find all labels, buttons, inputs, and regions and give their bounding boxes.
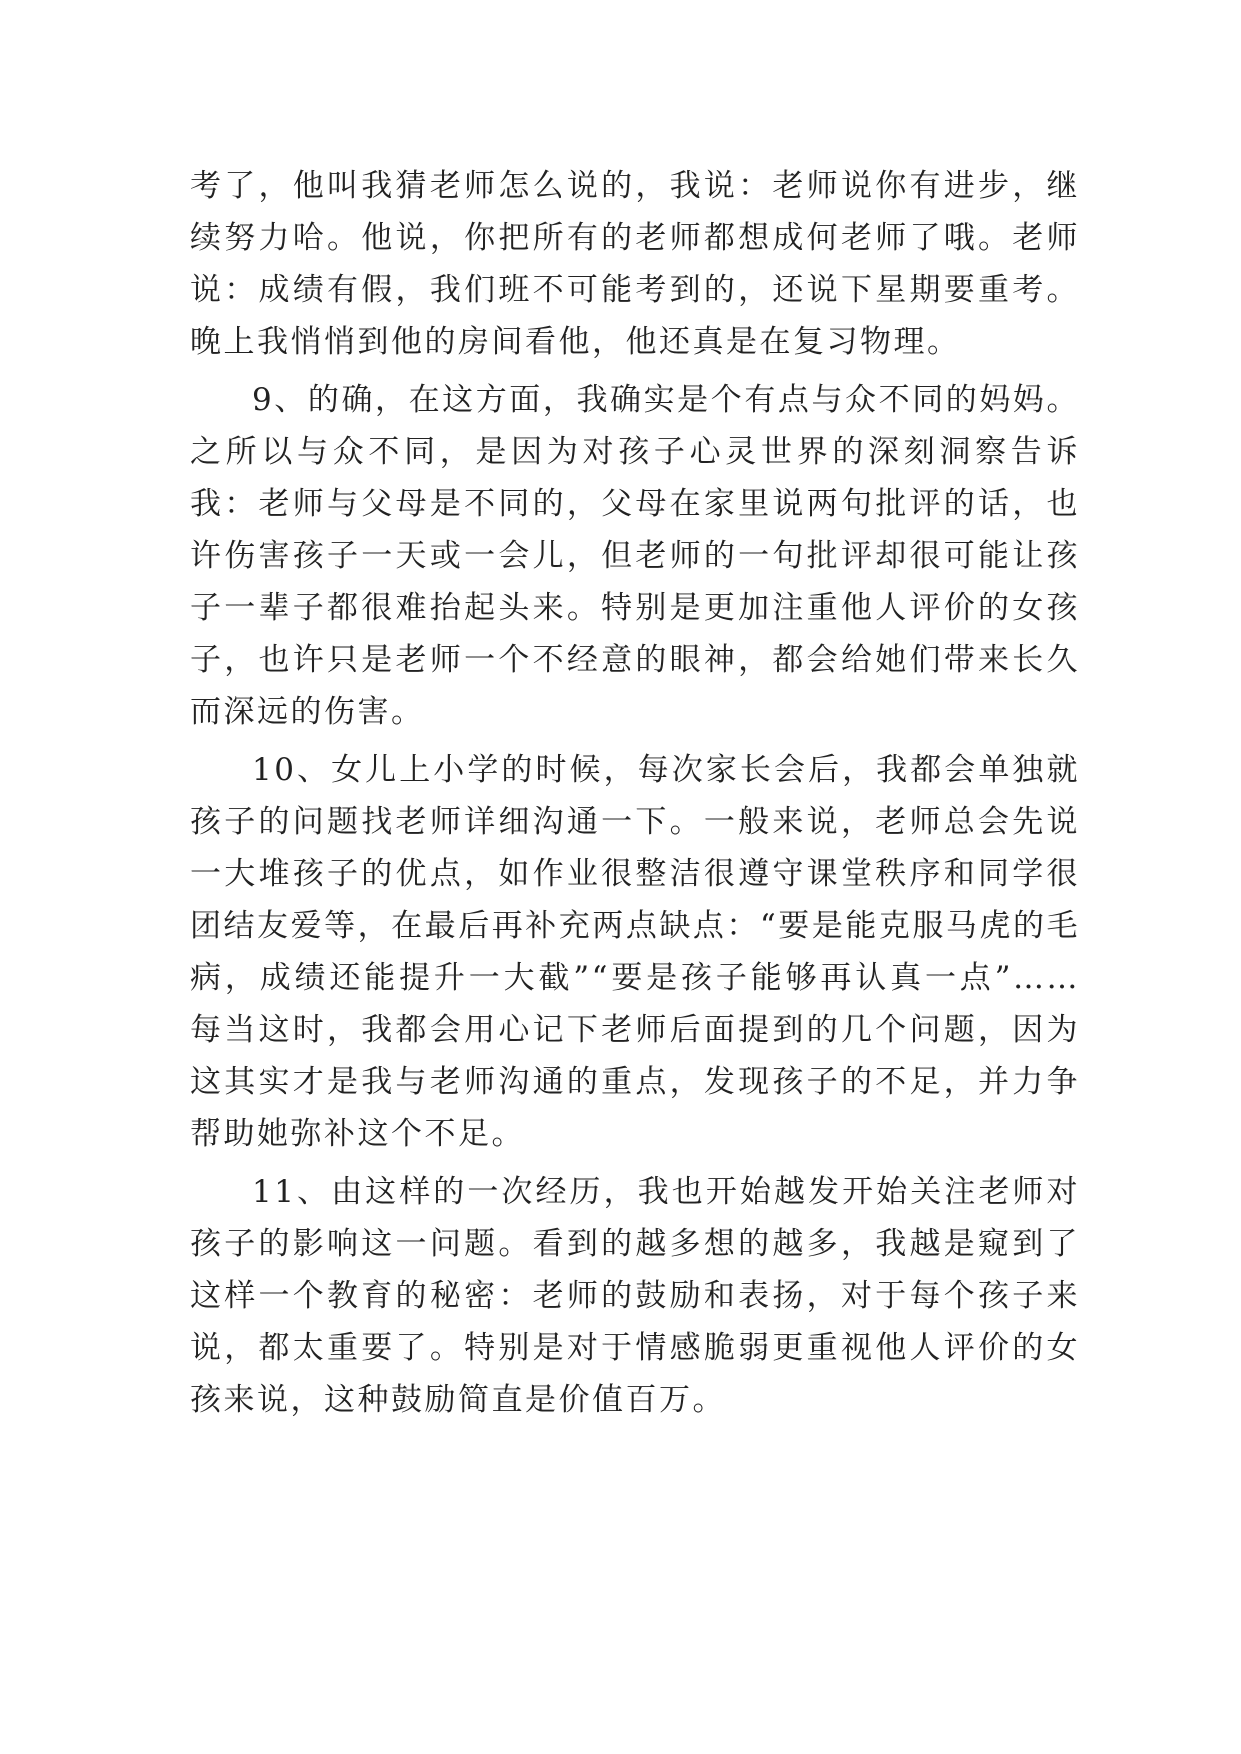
paragraph-9: 9、的确，在这方面，我确实是个有点与众不同的妈妈。之所以与众不同，是因为对孩子心灵世界的深刻洞察告诉我：老师与父母是不同的，父母在家里说两句批评的话，也许伤害孩子一天或一会儿，但老师的一句批评却很可能让孩子一辈子都很难抬起头来。特别是更加注重他人评价的女孩子，也许只是老师一个不经意的眼神，都会给她们带来长久而深远的伤害。: [190, 382, 1080, 730]
paragraph-continuation: 考了，他叫我猜老师怎么说的，我说：老师说你有进步，继续努力哈。他说，你把所有的老师都想成何老师了哦。老师说：成绩有假，我们班不可能考到的，还说下星期要重考。晚上我悄悄到他的房间看他，他还真是在复习物理。: [190, 168, 1080, 360]
paragraph-10: 10、女儿上小学的时候，每次家长会后，我都会单独就孩子的问题找老师详细沟通一下。一般来说，老师总会先说一大堆孩子的优点，如作业很整洁很遵守课堂秩序和同学很团结友爱等，在最后再补充两点缺点：“要是能克服马虎的毛病，成绩还能提升一大截”“要是孩子能够再认真一点”……每当这时，我都会用心记下老师后面提到的几个问题，因为这其实才是我与老师沟通的重点，发现孩子的不足，并力争帮助她弥补这个不足。: [190, 752, 1080, 1152]
paragraph-11: 11、由这样的一次经历，我也开始越发开始关注老师对孩子的影响这一问题。看到的越多想的越多，我越是窥到了这样一个教育的秘密：老师的鼓励和表扬，对于每个孩子来说，都太重要了。特别是对于情感脆弱更重视他人评价的女孩来说，这种鼓励简直是价值百万。: [190, 1174, 1080, 1418]
body-text: [190, 160, 1080, 1432]
